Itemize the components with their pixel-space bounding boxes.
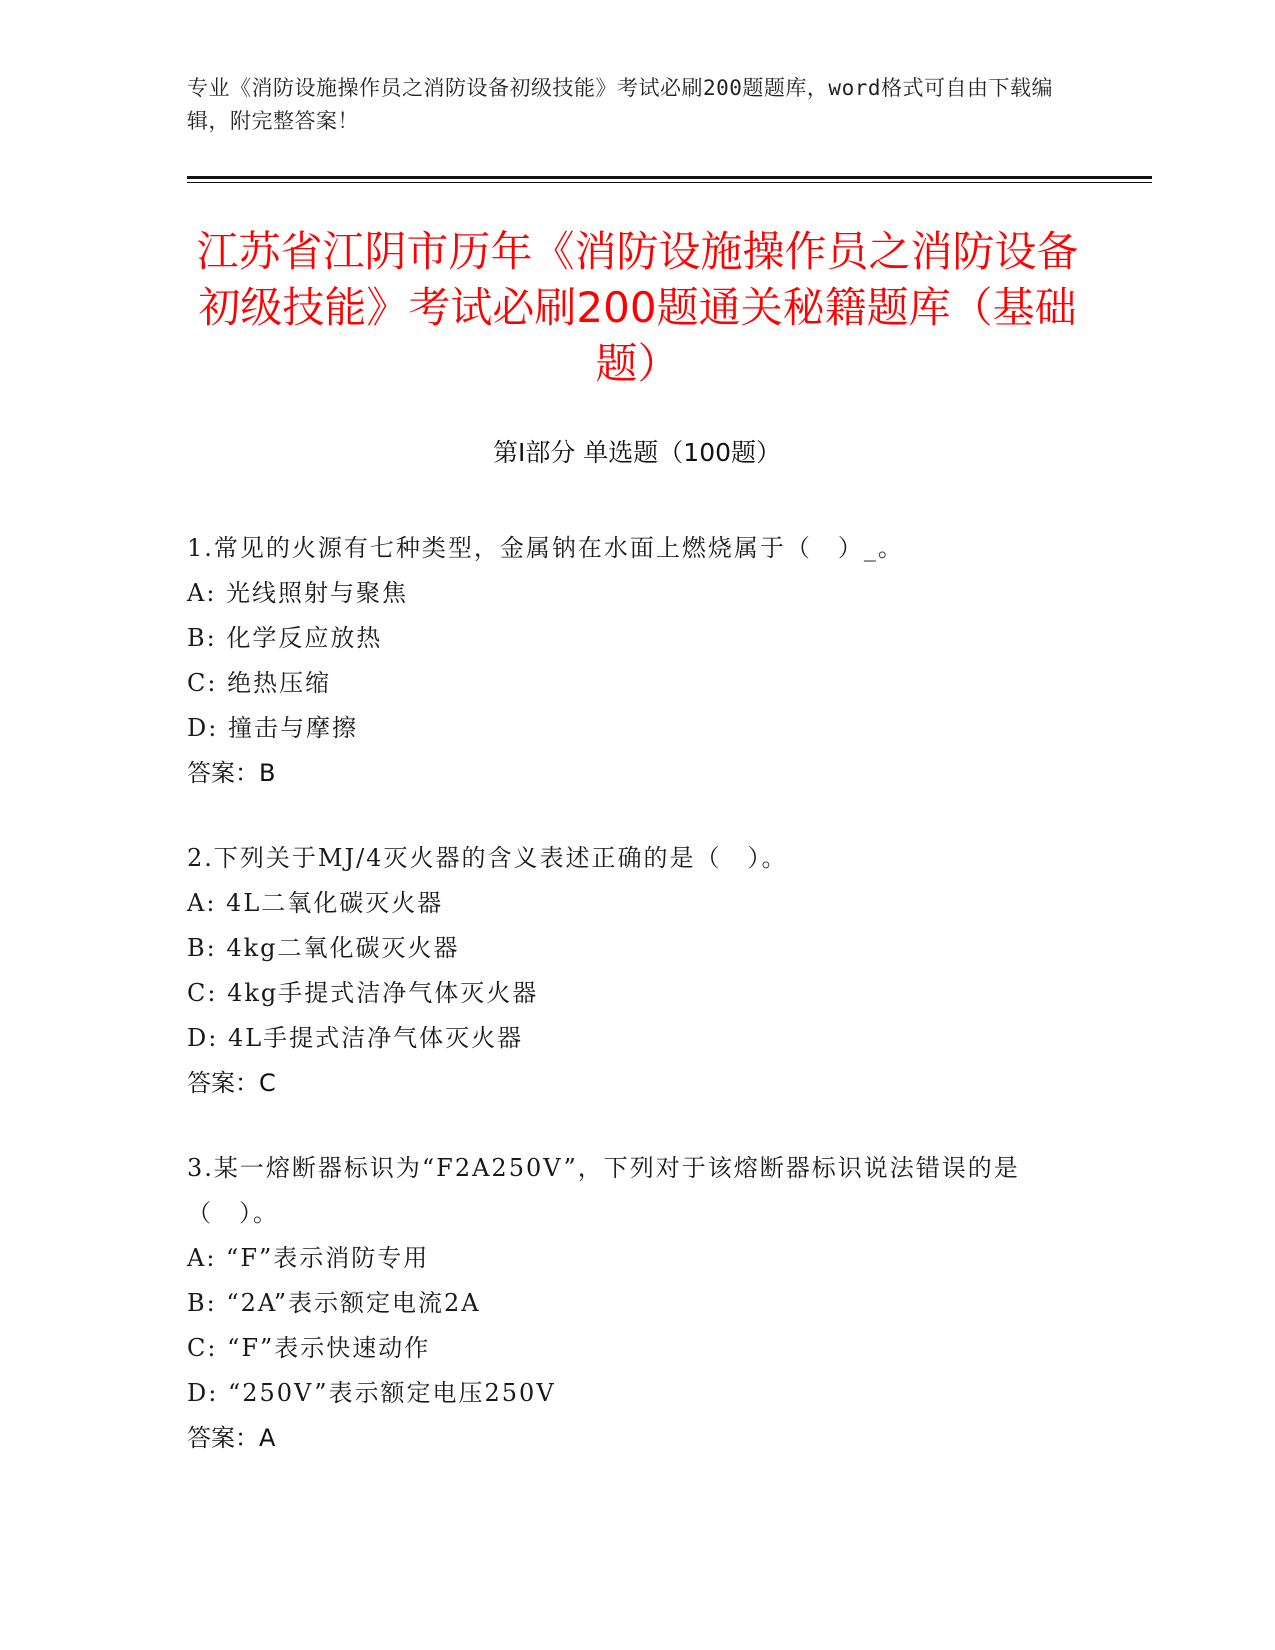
question-text: 3.某一熔断器标识为“F2A250V”，下列对于该熔断器标识说法错误的是（ ）。 (187, 1154, 1020, 1227)
answer: 答案：A (187, 1424, 276, 1452)
option-b: B: 化学反应放热 (187, 624, 383, 652)
header-note: 专业《消防设施操作员之消防设备初级技能》考试必刷200题题库，word格式可自由下载编辑，附完整答案！ (187, 76, 1053, 133)
option-d: D: 撞击与摩擦 (187, 714, 358, 742)
header-rule-thin (187, 182, 1152, 183)
option-a: A: 4L二氧化碳灭火器 (187, 889, 444, 917)
option-d: D: 4L手提式洁净气体灭火器 (187, 1024, 524, 1052)
question-3 (187, 1146, 1087, 1461)
question-text: 1.常见的火源有七种类型，金属钠在水面上燃烧属于（ ）_。 (187, 534, 904, 562)
option-c: C: 4kg手提式洁净气体灭火器 (187, 979, 539, 1007)
question-text: 2.下列关于MJ/4灭火器的含义表述正确的是（ ）。 (187, 844, 788, 872)
option-b: B: 4kg二氧化碳灭火器 (187, 934, 460, 962)
option-a: A: “F”表示消防专用 (187, 1244, 430, 1272)
option-c: C: “F”表示快速动作 (187, 1334, 431, 1362)
header-rule-thick (187, 176, 1152, 179)
option-b: B: “2A”表示额定电流2A (187, 1289, 481, 1317)
question-list (187, 526, 1087, 1501)
answer: 答案：B (187, 759, 276, 787)
section-title: 第Ⅰ部分 单选题（100题） (492, 438, 782, 467)
option-c: C: 绝热压缩 (187, 669, 332, 697)
question-2 (187, 836, 1087, 1106)
question-1 (187, 526, 1087, 796)
answer: 答案：C (187, 1069, 276, 1097)
option-d: D: “250V”表示额定电压250V (187, 1379, 556, 1407)
document-title: 江苏省江阴市历年《消防设施操作员之消防设备初级技能》考试必刷200题通关秘籍题库（基础题） (196, 227, 1079, 388)
option-a: A: 光线照射与聚焦 (187, 579, 409, 607)
